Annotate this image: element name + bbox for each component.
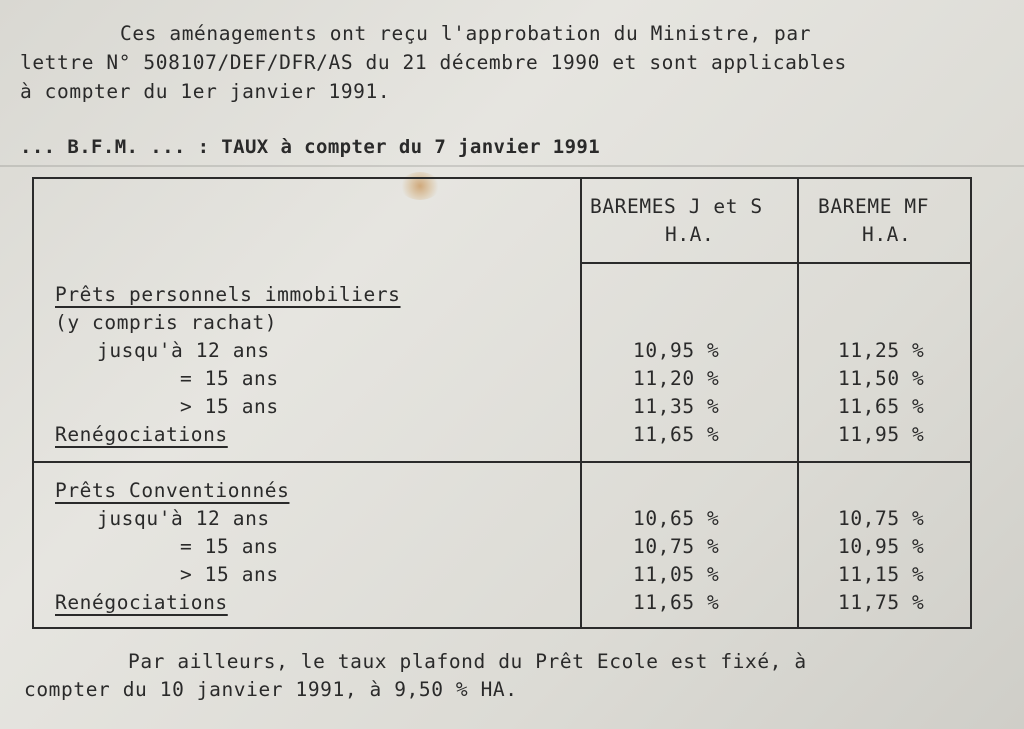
rates-table [32,177,972,629]
group1-row2-mf: 11,50 % [838,367,925,390]
group1-row3-js: 11,35 % [633,395,720,418]
group2-row2-js: 10,75 % [633,535,720,558]
group1-row4-mf: 11,95 % [838,423,925,446]
table-group-rule [32,461,972,463]
group1-row1-mf: 11,25 % [838,339,925,362]
intro-line-3: à compter du 1er janvier 1991. [20,80,391,103]
group2-row2-mf: 10,95 % [838,535,925,558]
col-mf-header-line1: BAREME MF [818,195,930,218]
group2-row3-label: > 15 ans [180,563,279,586]
col-js-header-line2: H.A. [665,223,715,246]
group1-row3-mf: 11,65 % [838,395,925,418]
group2-row1-mf: 10,75 % [838,507,925,530]
group1-row2-label: = 15 ans [180,367,279,390]
group2-row4-label: Renégociations [55,591,228,614]
outro-line-2: compter du 10 janvier 1991, à 9,50 % HA. [24,678,518,701]
group1-row1-js: 10,95 % [633,339,720,362]
group2-row2-label: = 15 ans [180,535,279,558]
col-mf-header-line2: H.A. [862,223,912,246]
group1-row2-js: 11,20 % [633,367,720,390]
table-header-rule [580,262,972,264]
section-heading: ... B.F.M. ... : TAUX à compter du 7 janvier 1991 [20,136,601,158]
group2-title: Prêts Conventionnés [55,479,290,502]
outro-line-1: Par ailleurs, le taux plafond du Prêt Ecole est fixé, à [128,650,807,673]
group1-row4-label: Renégociations [55,423,228,446]
group1-row3-label: > 15 ans [180,395,279,418]
group1-title: Prêts personnels immobiliers [55,283,401,306]
group2-row1-label: jusqu'à 12 ans [97,507,270,530]
group2-row4-js: 11,65 % [633,591,720,614]
group1-row4-js: 11,65 % [633,423,720,446]
intro-line-1: Ces aménagements ont reçu l'approbation du Ministre, par [120,22,812,45]
table-divider-col1 [580,177,582,629]
group1-row1-label: jusqu'à 12 ans [97,339,270,362]
table-divider-col2 [797,177,799,629]
intro-line-2: lettre N° 508107/DEF/DFR/AS du 21 décembre 1990 et sont applicables [20,51,847,74]
group2-row3-js: 11,05 % [633,563,720,586]
paper-fold [0,165,1024,167]
group2-row4-mf: 11,75 % [838,591,925,614]
group2-row3-mf: 11,15 % [838,563,925,586]
group2-row1-js: 10,65 % [633,507,720,530]
col-js-header-line1: BAREMES J et S [590,195,763,218]
group1-subtitle: (y compris rachat) [55,311,278,334]
